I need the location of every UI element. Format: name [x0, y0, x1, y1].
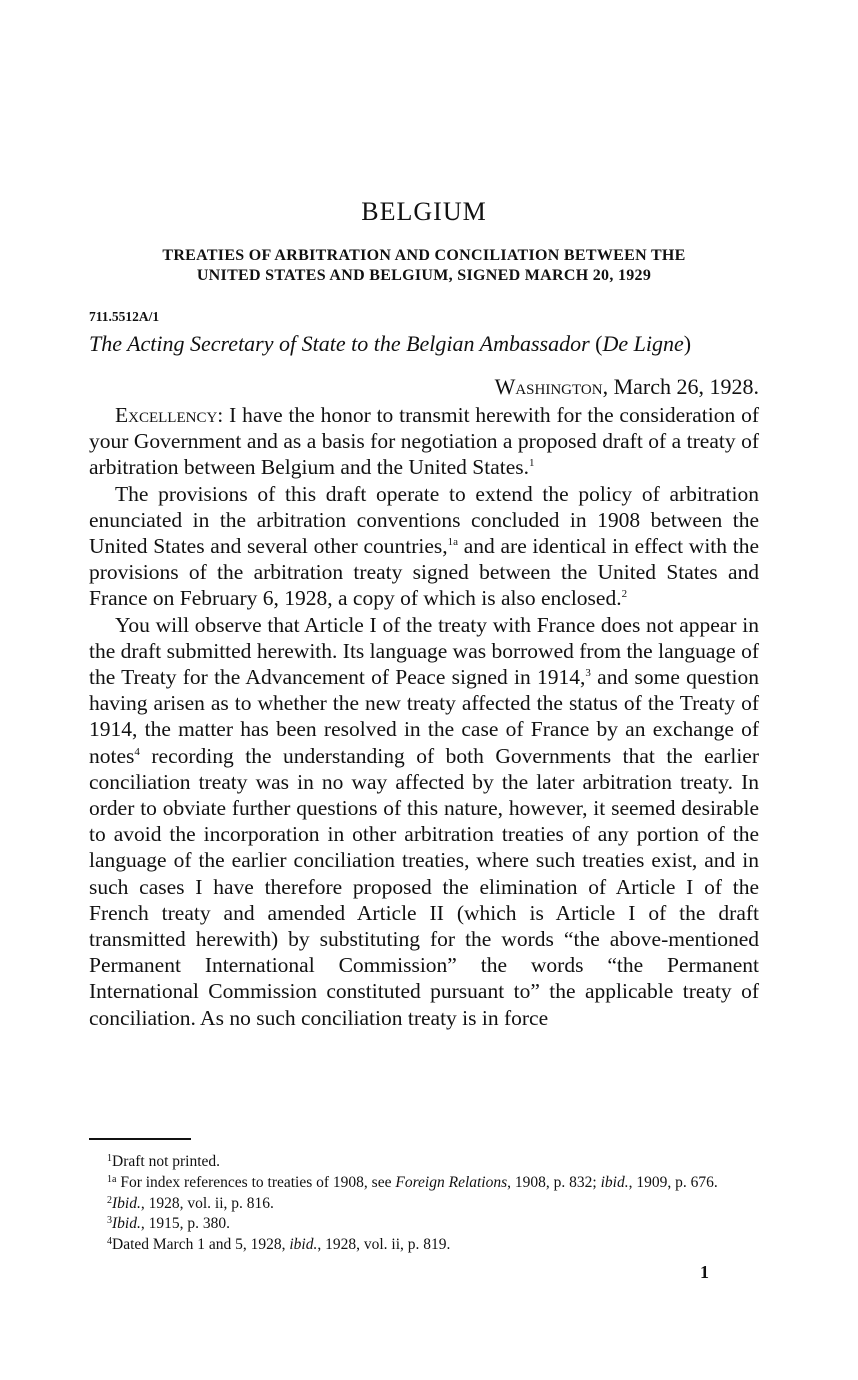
subtitle-line-1: TREATIES OF ARBITRATION AND CONCILIATION BETWEEN THE — [162, 247, 686, 264]
dateline-date: , March 26, 1928. — [602, 374, 759, 399]
footnote-mark: 4 — [107, 1236, 112, 1248]
footnote-citation: Foreign Relations — [395, 1173, 508, 1191]
footnote-text: , 1908, p. 832; — [507, 1173, 601, 1191]
footnote-divider — [89, 1138, 191, 1140]
footnote-1 — [89, 1150, 759, 1171]
footnote-mark: 1a — [107, 1173, 117, 1185]
footnote-ref: 2 — [621, 588, 628, 601]
document-page — [89, 0, 759, 1380]
footnote-ref: 1 — [529, 457, 535, 470]
footnote-ref: 1a — [447, 536, 459, 549]
footnote-text: For index references to treaties of 1908, see — [116, 1173, 396, 1191]
footnote-3 — [89, 1212, 759, 1233]
footnote-citation: Ibid. — [112, 1215, 141, 1233]
footnote-text: , 1928, vol. ii, p. 816. — [140, 1194, 274, 1212]
salutation: Excellency — [115, 403, 218, 427]
footnote-4 — [89, 1233, 759, 1254]
heading-main: The Acting Secretary of State to the Belgian Ambassador — [89, 331, 596, 356]
footnote-citation: ibid. — [289, 1236, 318, 1254]
dateline-place: Washington — [494, 374, 603, 399]
footnote-text: , 1928, vol. ii, p. 819. — [317, 1236, 451, 1254]
paragraph-2 — [89, 481, 759, 612]
page-number: 1 — [700, 1262, 709, 1282]
paragraph-3 — [89, 612, 759, 1031]
paragraph-1-text: : I have the honor to transmit herewith for the consideration of your Government and as a basis for negotiation a proposed draft of a treaty of arbitration between Belgium and the United States. — [89, 403, 759, 480]
footnote-ref: 4 — [134, 745, 140, 758]
footnote-citation: ibid. — [600, 1173, 629, 1191]
footnote-citation: Ibid. — [112, 1194, 141, 1212]
footnote-text: Dated March 1 and 5, 1928, — [112, 1236, 290, 1254]
footnote-text: Draft not printed. — [112, 1153, 221, 1170]
paragraph-3-text-b: and some question having arisen as to whether the new treaty affected the status of the Treaty of 1914, the matter has been resolved in the case of France by an exchange of notes — [89, 665, 759, 768]
paragraph-3-text-c: recording the understanding of both Governments that the earlier conciliation treaty was in no way affected by the later arbitration treaty. In order to obviate further questions of this nature, however, it seemed desirable to avoid the incorporation in other arbitration treaties of any portion of the language of the earlier conciliation treaties, where such treaties exist, and in such cases I have therefore proposed the elimination of Article I of the French treaty and amended Article II (which is Article I of the draft transmitted herewith) by substituting for the words “the above-mentioned Permanent International Commission” the words “the Permanent International Commission constituted pursuant to” the applicable treaty of conciliation. As no such conciliation treaty is in force — [89, 743, 759, 1030]
footnote-mark: 1 — [107, 1153, 112, 1164]
footnote-1a — [89, 1171, 759, 1192]
footnote-ref: 3 — [585, 667, 591, 680]
letter-body — [89, 402, 759, 1031]
footnote-mark: 3 — [107, 1215, 112, 1227]
file-number: 711.5512A/1 — [89, 309, 160, 324]
footnotes — [89, 1150, 759, 1254]
footnote-text: , 1909, p. 676. — [628, 1173, 718, 1191]
paragraph-3-text-a: You will observe that Article I of the treaty with France does not appear in the draft submitted herewith. Its language was borrowed from the language of the Treaty for the Advancement of Peace signed in 1914, — [89, 612, 759, 690]
document-heading — [89, 330, 759, 358]
paragraph-2-text-a: The provisions of this draft operate to extend the policy of arbitration enunciated in the arbitration conventions concluded in 1908 between the United States and several other countries, — [89, 481, 759, 559]
heading-recipient: De Ligne — [602, 331, 684, 356]
footnote-text: , 1915, p. 380. — [140, 1215, 230, 1233]
section-subtitle — [89, 246, 759, 286]
paragraph-2-text-b: and are identical in effect with the provisions of the arbitration treaty signed between the United States and France on February 6, 1928, a copy of which is also enclosed. — [89, 534, 759, 611]
heading-paren: (De Ligne) — [595, 331, 692, 356]
dateline — [495, 374, 759, 400]
page-title: BELGIUM — [361, 197, 487, 226]
footnote-2 — [89, 1192, 759, 1213]
footnote-mark: 2 — [107, 1194, 112, 1206]
subtitle-line-2: UNITED STATES AND BELGIUM, SIGNED MARCH 20, 1929 — [196, 267, 652, 284]
paragraph-1 — [89, 402, 759, 481]
